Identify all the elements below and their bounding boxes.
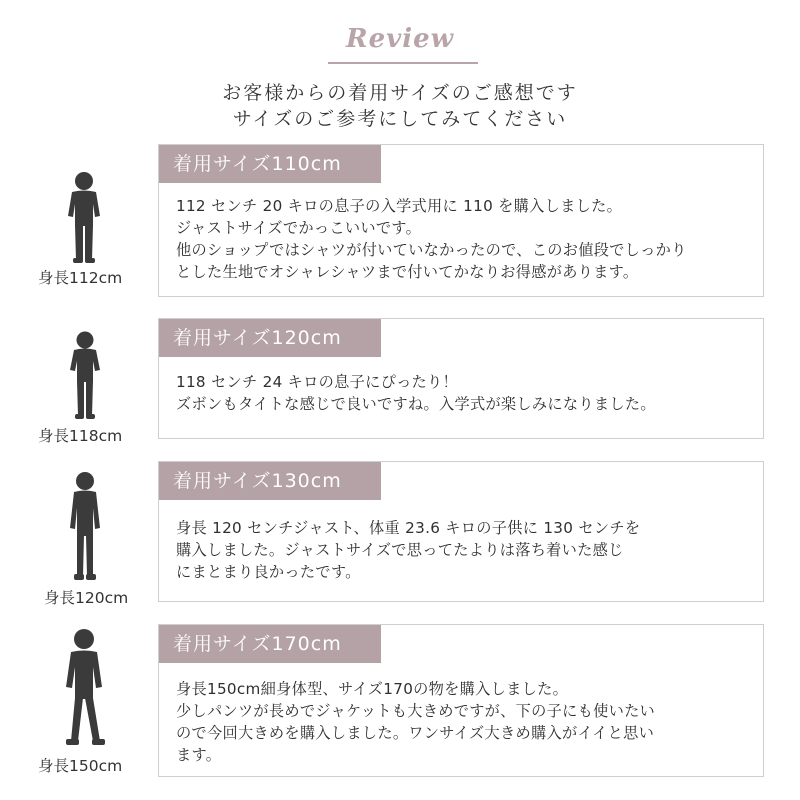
size-tab: 着用サイズ130cm	[159, 462, 381, 500]
review-line: 他のショップではシャツが付いていなかったので、このお値段でしっかり	[176, 241, 687, 259]
review-line: ズボンもタイトな感じで良いですね。入学式が楽しみになりました。	[176, 395, 656, 413]
review-card	[158, 624, 764, 777]
review-title: Review	[345, 24, 455, 54]
review-text	[176, 371, 753, 415]
child-silhouette-icon	[58, 627, 112, 749]
review-line: 身長150cm細身体型、サイズ170の物を購入しました。	[176, 680, 569, 698]
review-card	[158, 318, 764, 439]
review-line: 購入しました。ジャストサイズで思ってたよりは落ち着いた感じ	[176, 541, 624, 559]
child-silhouette-icon	[68, 330, 102, 420]
title-underline	[328, 62, 478, 64]
intro-line-1: お客様からの着用サイズのご感想です	[222, 82, 578, 104]
review-line: 身長 120 センチジャスト、体重 23.6 キロの子供に 130 センチを	[176, 519, 641, 537]
height-label: 身長112cm	[38, 269, 123, 287]
review-line: 少しパンツが長めでジャケットも大きめですが、下の子にも使いたい	[176, 702, 656, 720]
height-label: 身長150cm	[38, 757, 123, 775]
review-line: 118 センチ 24 キロの息子にぴったり！	[176, 373, 459, 391]
size-tab: 着用サイズ120cm	[159, 319, 381, 357]
review-card	[158, 461, 764, 602]
review-line: ジャストサイズでかっこいいです。	[176, 219, 422, 237]
review-line: ます。	[176, 746, 222, 764]
height-label: 身長120cm	[44, 589, 129, 607]
review-text	[176, 517, 753, 583]
review-line: とした生地でオシャレシャツまで付いてかなりお得感があります。	[176, 263, 639, 281]
review-card	[158, 144, 764, 297]
child-silhouette-icon	[64, 170, 104, 264]
review-line: 112 センチ 20 キロの息子の入学式用に 110 を購入しました。	[176, 197, 623, 215]
child-silhouette-icon	[66, 470, 104, 582]
size-tab: 着用サイズ110cm	[159, 145, 381, 183]
review-text	[176, 195, 753, 283]
review-line: にまとまり良かったです。	[176, 563, 361, 581]
height-label: 身長118cm	[38, 427, 123, 445]
review-text	[176, 678, 753, 766]
intro-line-2: サイズのご参考にしてみてください	[232, 108, 568, 130]
review-line: ので今回大きめを購入しました。ワンサイズ大きめ購入がイイと思い	[176, 724, 655, 742]
size-tab: 着用サイズ170cm	[159, 625, 381, 663]
